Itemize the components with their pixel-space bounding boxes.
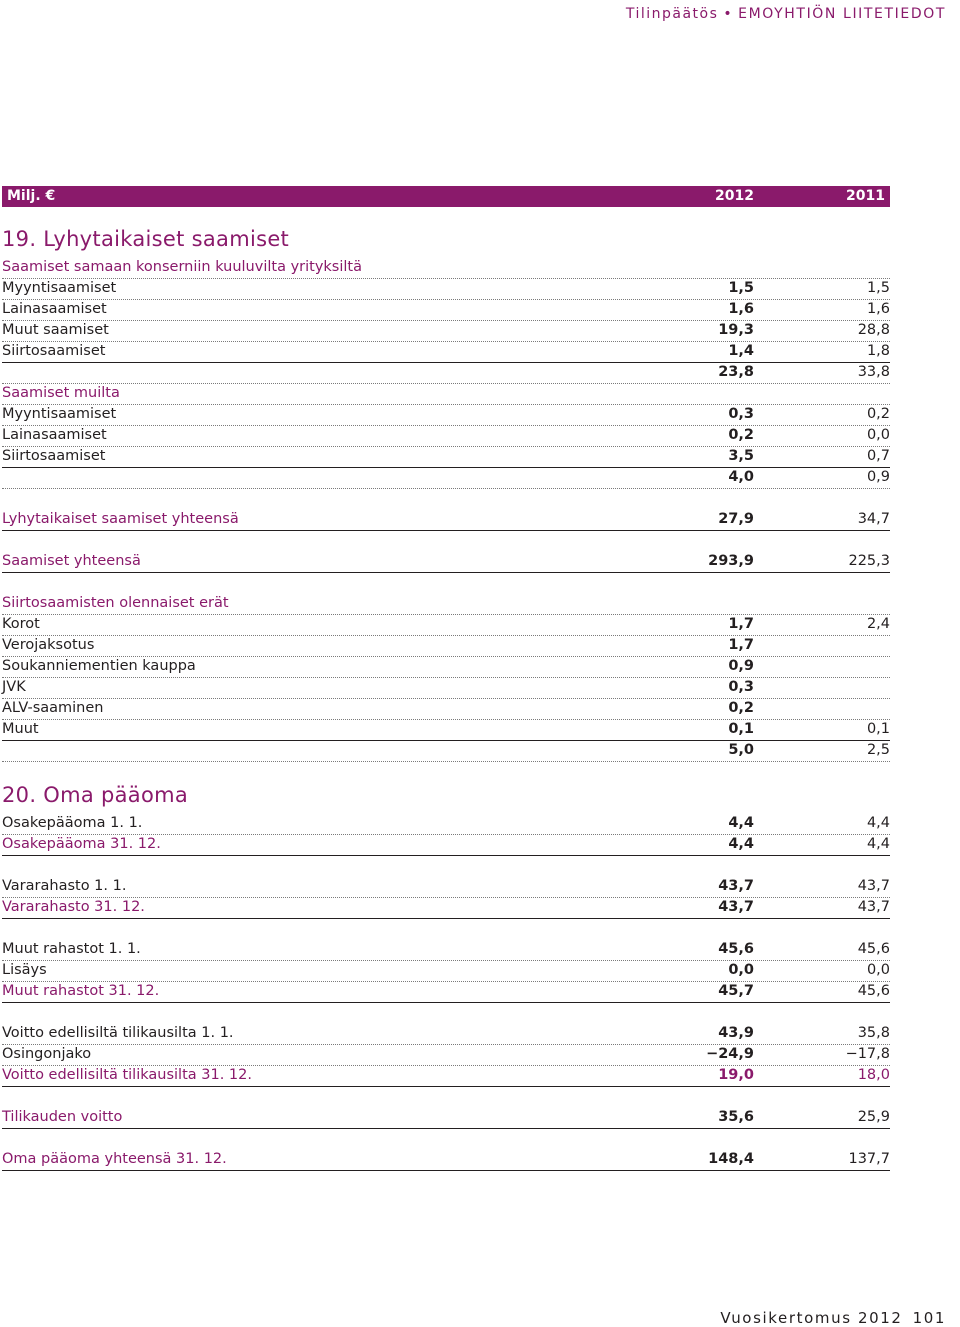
row-label: Muut saamiset [2,322,109,338]
total-row [2,551,890,573]
row-label: Saamiset yhteensä [2,553,141,569]
subtotal-row [2,467,890,489]
value-2012: 23,8 [718,364,754,380]
row-label: Soukanniementien kauppa [2,658,196,674]
table-column-header [2,186,890,207]
row-label: Saamiset muilta [2,385,120,401]
value-2012: 0,3 [728,406,754,422]
row-label: Oma pääoma yhteensä 31. 12. [2,1151,227,1167]
header-section: Tilinpäätös [625,6,719,22]
value-2011: 25,9 [857,1109,890,1125]
value-2011: 43,7 [857,878,890,894]
value-2011: 43,7 [857,899,890,915]
value-2011: 0,7 [866,448,890,464]
value-2012: 1,7 [728,637,754,653]
row-label: JVK [2,679,26,695]
value-2011: −17,8 [845,1046,890,1062]
row-label: Voitto edellisiltä tilikausilta 31. 12. [2,1067,252,1083]
value-2012: 4,0 [728,469,754,485]
row-label: Vararahasto 31. 12. [2,899,145,915]
header-bullet: • [723,6,734,22]
value-2012: 1,7 [728,616,754,632]
value-2011: 2,5 [866,742,890,758]
year-2012-header: 2012 [715,188,754,204]
value-2012: 45,6 [718,941,754,957]
table-row [2,635,890,657]
row-label: Korot [2,616,40,632]
table-row [2,1107,890,1129]
value-2011: 0,0 [866,962,890,978]
table-row [2,257,890,279]
table-row [2,341,890,363]
value-2011: 35,8 [857,1025,890,1041]
header-subsection: EMOYHTIÖN LIITETIEDOT [738,6,946,22]
table-row [2,278,890,300]
value-2012: 19,0 [718,1067,754,1083]
table-row [2,876,890,898]
subtotal-row [2,740,890,762]
value-2012: 0,2 [728,427,754,443]
table-row [2,719,890,741]
row-label: Lyhytaikaiset saamiset yhteensä [2,511,239,527]
value-2012: 0,3 [728,679,754,695]
note-19-title: 19. Lyhytaikaiset saamiset [2,227,290,251]
value-2011: 137,7 [848,1151,890,1167]
row-label: Myyntisaamiset [2,280,117,296]
table-row [2,446,890,468]
year-2011-header: 2011 [846,188,885,204]
row-label: Muut [2,721,39,737]
row-label: Tilikauden voitto [2,1109,123,1125]
row-label: Osakepääoma 1. 1. [2,815,143,831]
value-2011: 1,6 [866,301,890,317]
note-20-title: 20. Oma pääoma [2,783,189,807]
value-2011: 33,8 [857,364,890,380]
row-label: Voitto edellisiltä tilikausilta 1. 1. [2,1025,234,1041]
value-2012: 1,4 [728,343,754,359]
total-row [2,509,890,531]
table-row [2,656,890,678]
table-row [2,897,890,919]
page-number: 101 [912,1309,946,1327]
value-2012: 148,4 [708,1151,754,1167]
value-2011: 0,1 [866,721,890,737]
value-2011: 0,9 [866,469,890,485]
value-2012: 1,6 [728,301,754,317]
value-2012: 1,5 [728,280,754,296]
table-row [2,1044,890,1066]
row-label: Myyntisaamiset [2,406,117,422]
table-row [2,677,890,699]
value-2011: 4,4 [866,836,890,852]
row-label: Lainasaamiset [2,301,107,317]
unit-label: Milj. € [7,188,56,204]
row-label: Siirtosaamiset [2,448,106,464]
row-label: Saamiset samaan konserniin kuuluvilta yrityksiltä [2,259,362,275]
row-label: Muut rahastot 31. 12. [2,983,160,999]
value-2012: 43,9 [718,1025,754,1041]
value-2011: 0,0 [866,427,890,443]
value-2011: 2,4 [866,616,890,632]
table-row [2,614,890,636]
row-label: Lainasaamiset [2,427,107,443]
table-row [2,1065,890,1087]
value-2011: 1,8 [866,343,890,359]
publication-title: Vuosikertomus 2012 [720,1309,903,1327]
value-2012: 0,0 [728,962,754,978]
table-row [2,320,890,342]
value-2012: 43,7 [718,899,754,915]
value-2011: 45,6 [857,983,890,999]
page-header [626,6,946,22]
page-footer [720,1309,946,1327]
table-row [2,383,890,405]
row-label: Vararahasto 1. 1. [2,878,127,894]
value-2011: 28,8 [857,322,890,338]
table-row [2,960,890,982]
value-2012: 27,9 [718,511,754,527]
value-2012: 293,9 [708,553,754,569]
row-label: ALV-saaminen [2,700,104,716]
total-row [2,1149,890,1171]
subtotal-row [2,362,890,384]
value-2012: 0,9 [728,658,754,674]
row-label: Muut rahastot 1. 1. [2,941,141,957]
value-2011: 34,7 [857,511,890,527]
value-2012: 4,4 [728,836,754,852]
value-2012: 4,4 [728,815,754,831]
value-2012: 35,6 [718,1109,754,1125]
table-row [2,1023,890,1045]
row-label: Osakepääoma 31. 12. [2,836,161,852]
value-2012: 3,5 [728,448,754,464]
value-2012: 43,7 [718,878,754,894]
table-row [2,698,890,720]
row-label: Siirtosaamisten olennaiset erät [2,595,229,611]
table-row [2,299,890,321]
value-2012: 0,2 [728,700,754,716]
row-label: Lisäys [2,962,47,978]
value-2011: 4,4 [866,815,890,831]
table-row [2,939,890,961]
table-row [2,593,890,615]
value-2012: 45,7 [718,983,754,999]
row-label: Siirtosaamiset [2,343,106,359]
value-2011: 18,0 [857,1067,890,1083]
value-2012: 0,1 [728,721,754,737]
value-2012: −24,9 [706,1046,754,1062]
table-row [2,834,890,856]
value-2011: 0,2 [866,406,890,422]
value-2011: 45,6 [857,941,890,957]
value-2011: 225,3 [848,553,890,569]
row-label: Verojaksotus [2,637,95,653]
table-row [2,404,890,426]
row-label: Osingonjako [2,1046,92,1062]
table-row [2,981,890,1003]
table-row [2,425,890,447]
value-2011: 1,5 [866,280,890,296]
value-2012: 19,3 [718,322,754,338]
value-2012: 5,0 [728,742,754,758]
table-row [2,813,890,835]
